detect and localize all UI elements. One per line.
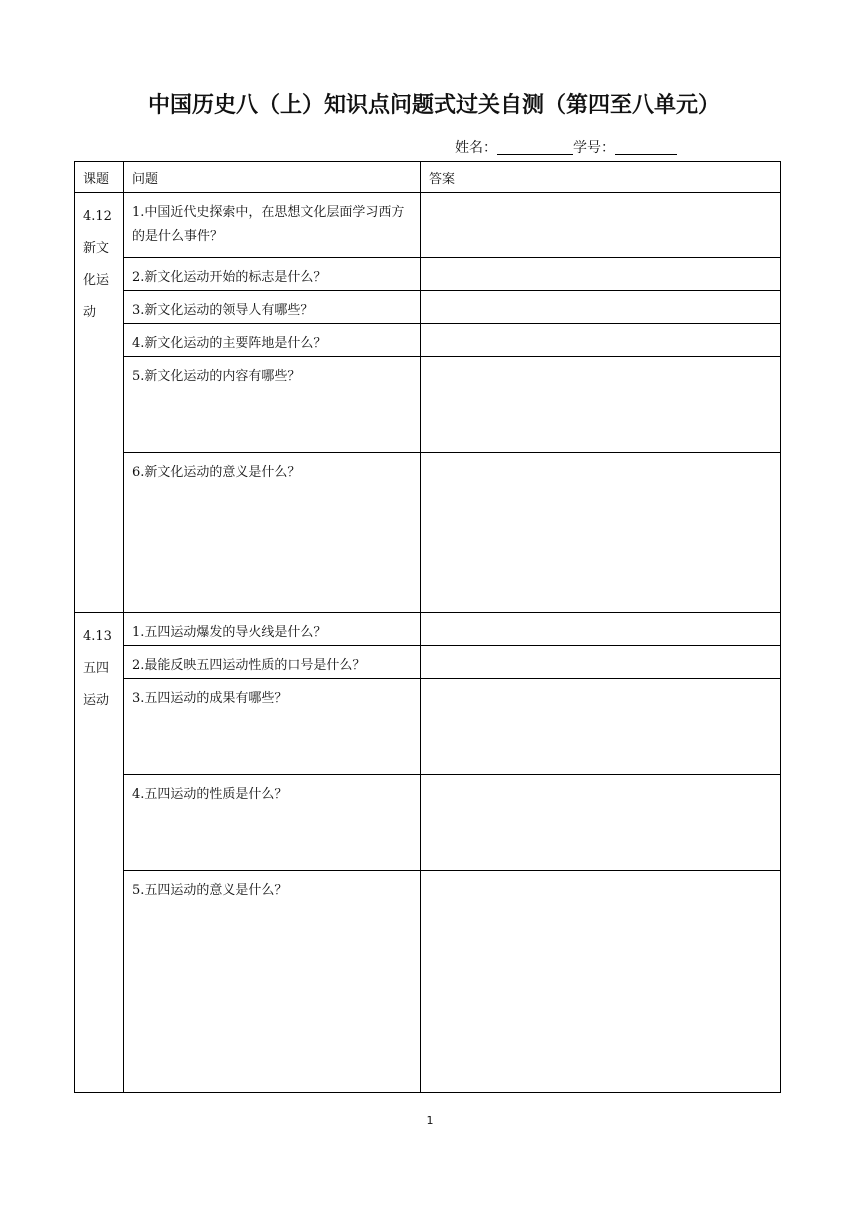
document-title: 中国历史八（上）知识点问题式过关自测（第四至八单元） (148, 93, 721, 118)
answer-cell[interactable] (421, 357, 781, 453)
question-cell: 5.五四运动的意义是什么？ (124, 871, 421, 1093)
answer-cell[interactable] (421, 679, 781, 775)
answer-cell[interactable] (421, 613, 781, 646)
question-cell: 1.五四运动爆发的导火线是什么？ (124, 613, 421, 646)
table-row (75, 258, 781, 291)
table-header-row (75, 162, 781, 193)
question-cell: 2.最能反映五四运动性质的口号是什么？ (124, 646, 421, 679)
quiz-table (74, 161, 781, 1093)
table-row (75, 291, 781, 324)
question-cell: 1.中国近代史探索中，在思想文化层面学习西方的是什么事件？ (124, 193, 421, 258)
answer-cell[interactable] (421, 324, 781, 357)
topic-cell-new-culture: 4.12新文化运动 (75, 193, 124, 613)
table-row (75, 871, 781, 1093)
table-row (75, 775, 781, 871)
answer-cell[interactable] (421, 646, 781, 679)
question-cell: 5.新文化运动的内容有哪些？ (124, 357, 421, 453)
question-cell: 6.新文化运动的意义是什么？ (124, 453, 421, 613)
id-label: 学号： (573, 140, 615, 156)
answer-cell[interactable] (421, 871, 781, 1093)
name-label: 姓名： (455, 140, 497, 156)
table-row (75, 453, 781, 613)
answer-cell[interactable] (421, 291, 781, 324)
table-row (75, 646, 781, 679)
table-row (75, 613, 781, 646)
table-row (75, 193, 781, 258)
answer-cell[interactable] (421, 258, 781, 291)
question-cell: 4.五四运动的性质是什么？ (124, 775, 421, 871)
table-row (75, 679, 781, 775)
question-cell: 3.新文化运动的领导人有哪些？ (124, 291, 421, 324)
table-row (75, 324, 781, 357)
header-topic: 课题 (75, 162, 124, 193)
student-info-row (455, 137, 677, 157)
header-question: 问题 (124, 162, 421, 193)
answer-cell[interactable] (421, 453, 781, 613)
id-blank[interactable] (615, 140, 677, 155)
table-row (75, 357, 781, 453)
topic-cell-may-fourth: 4.13五四运动 (75, 613, 124, 1093)
answer-cell[interactable] (421, 775, 781, 871)
header-answer: 答案 (421, 162, 781, 193)
question-cell: 4.新文化运动的主要阵地是什么？ (124, 324, 421, 357)
name-blank[interactable] (497, 140, 573, 155)
answer-cell[interactable] (421, 193, 781, 258)
question-cell: 2.新文化运动开始的标志是什么？ (124, 258, 421, 291)
page-number: 1 (426, 1114, 434, 1127)
question-cell: 3.五四运动的成果有哪些？ (124, 679, 421, 775)
